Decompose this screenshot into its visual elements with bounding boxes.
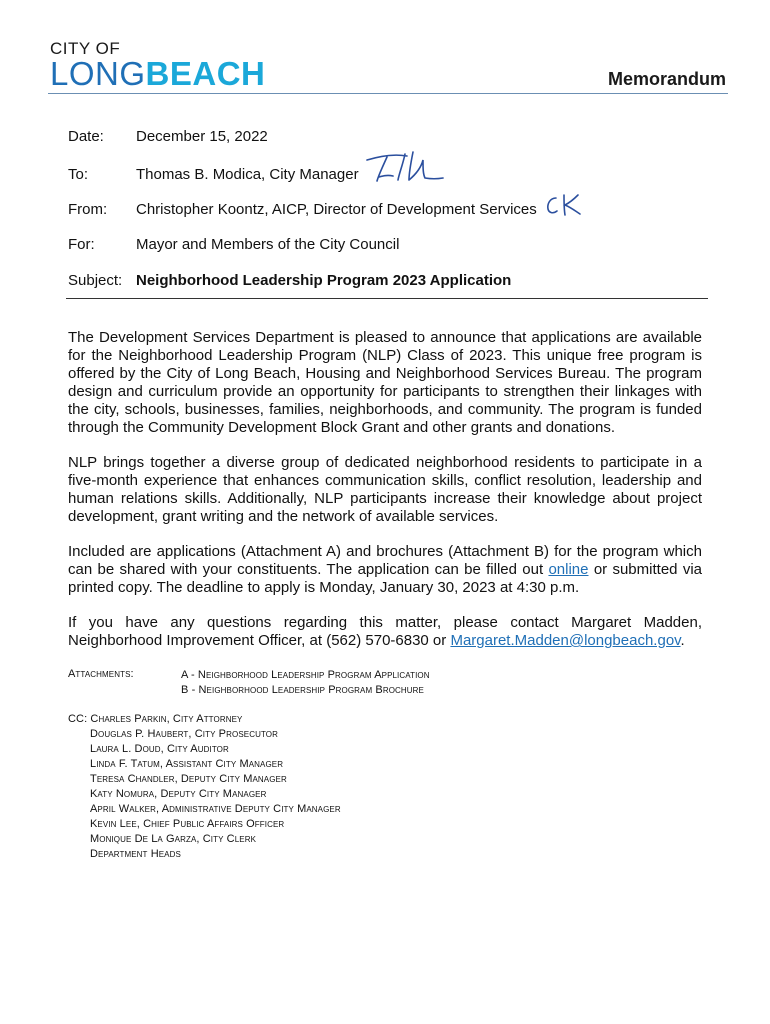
email-link[interactable]: Margaret.Madden@longbeach.gov: [450, 632, 681, 649]
city-logo: [50, 40, 265, 92]
attachment-item: A - Neighborhood Leadership Program Application: [181, 669, 430, 681]
cc-block: [68, 712, 568, 862]
to-label: To:: [68, 166, 89, 183]
cc-recipient: Monique De La Garza, City Clerk: [90, 833, 257, 845]
subject-value: Neighborhood Leadership Program 2023 Application: [136, 272, 512, 289]
online-link[interactable]: online: [548, 561, 589, 578]
attachments-label: Attachments:: [68, 668, 134, 680]
cc-recipient: Department Heads: [90, 848, 181, 860]
body-paragraph-1: The Development Services Department is pleased to announce that applications are available for the Neighborhood Leadership Program (NLP) Class of 2023. This unique free program is offered by the City of Long Beach, Housing and Neighborhood Services Bureau. The program design and curriculum provide an opportunity for participants to strengthen their linkages with the city, schools, businesses, families, neighborhoods, and community. The program is funded through the Community Development Block Grant and other grants and donations.: [68, 329, 702, 436]
cc-recipient: Laura L. Doud, City Auditor: [90, 743, 229, 755]
attachment-item: B - Neighborhood Leadership Program Brochure: [181, 684, 424, 696]
cc-recipient: Teresa Chandler, Deputy City Manager: [90, 773, 287, 785]
from-value: Christopher Koontz, AICP, Director of Development Services: [136, 201, 537, 218]
logo-beach: BEACH: [145, 55, 266, 92]
cc-recipient: Charles Parkin, City Attorney: [90, 713, 243, 725]
cc-recipient: Kevin Lee, Chief Public Affairs Officer: [90, 818, 285, 830]
cc-recipient: Linda F. Tatum, Assistant City Manager: [90, 758, 284, 770]
subject-label: Subject:: [68, 272, 123, 289]
cc-recipient: Douglas P. Haubert, City Prosecutor: [90, 728, 278, 740]
cc-recipient: April Walker, Administrative Deputy City Manager: [90, 803, 341, 815]
memo-title: Memorandum: [607, 69, 726, 89]
logo-long: LONG: [50, 55, 146, 92]
body-paragraph-4: If you have any questions regarding this matter, please contact Margaret Madden, Neighborhood Improvement Officer, at (562) 570-6830 or Margaret.Madden@longbeach.gov.: [68, 614, 702, 649]
signature-ck-initials: [544, 192, 584, 218]
cc-label: CC:: [68, 713, 88, 725]
logo-city-of: CITY OF: [50, 39, 121, 58]
header-divider: [48, 93, 728, 94]
from-label: From:: [68, 201, 108, 218]
date-label: Date:: [68, 128, 104, 145]
to-value: Thomas B. Modica, City Manager: [136, 166, 359, 183]
subject-divider: [66, 298, 708, 299]
body-paragraph-3: Included are applications (Attachment A) and brochures (Attachment B) for the program which can be shared with your constituents. The application can be filled out online or submitted via printed copy. The deadline to apply is Monday, January 30, 2023 at 4:30 p.m.: [68, 543, 702, 596]
signature-tm-initials: [365, 150, 445, 186]
body-paragraph-2: NLP brings together a diverse group of dedicated neighborhood residents to participate in a five-month experience that enhances communication skills, conflict resolution, leadership and human relations skills. Additionally, NLP participants increase their knowledge about project development, grant writing and the network of available services.: [68, 454, 702, 525]
for-label: For:: [68, 236, 95, 253]
for-value: Mayor and Members of the City Council: [136, 236, 400, 253]
date-value: December 15, 2022: [136, 128, 268, 145]
cc-recipient: Katy Nomura, Deputy City Manager: [90, 788, 267, 800]
